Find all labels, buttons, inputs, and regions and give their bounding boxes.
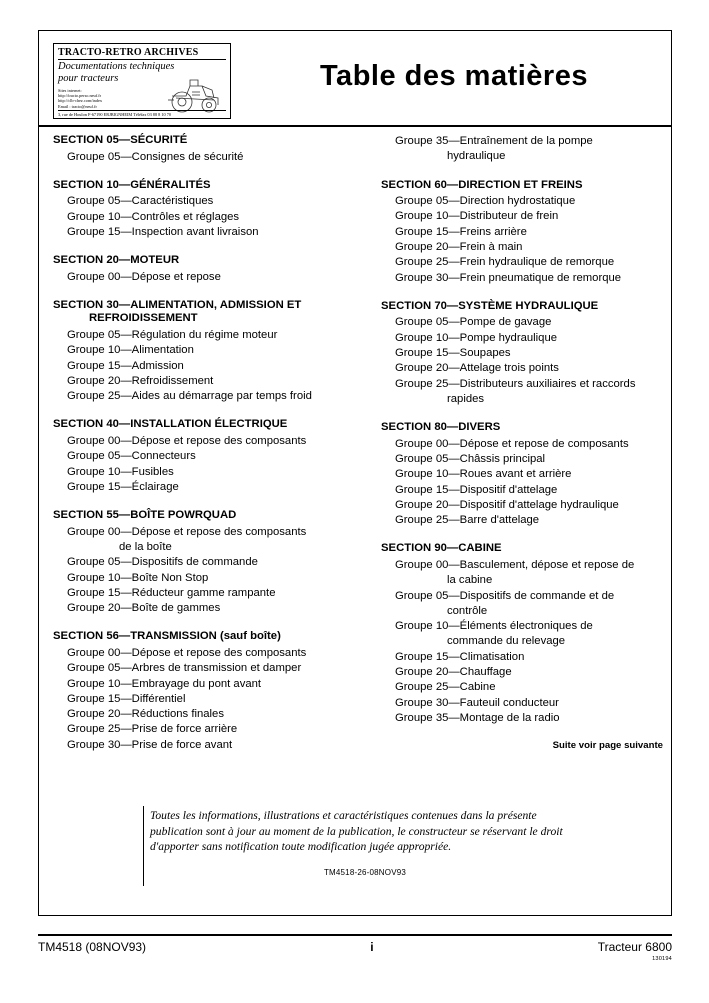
section-heading: SECTION 20—MOTEUR <box>53 254 180 267</box>
toc-group[interactable]: Groupe 30—Frein pneumatique de remorque <box>395 271 622 284</box>
toc-group[interactable]: Groupe 25—Frein hydraulique de remorque <box>395 256 615 269</box>
continuation-note: Suite voir page suivante <box>552 740 663 752</box>
toc-group[interactable]: Groupe 20—Boîte de gammes <box>67 602 221 615</box>
legal-notice <box>150 808 580 880</box>
toc-group[interactable]: Groupe 25—Cabine <box>395 681 496 694</box>
toc-group[interactable]: Groupe 00—Dépose et repose des composants <box>67 434 307 447</box>
toc-section <box>53 254 345 285</box>
toc-group[interactable]: Groupe 10—Contrôles et réglages <box>67 210 240 223</box>
footer-model-label: Tracteur 6800 <box>597 940 672 954</box>
toc-group[interactable]: Groupe 20—Refroidissement <box>67 374 214 387</box>
toc-group[interactable]: Groupe 10—Fusibles <box>67 465 174 478</box>
toc-group[interactable]: Groupe 05—Dispositifs de commande <box>67 556 258 569</box>
toc-section <box>53 134 345 165</box>
toc-group[interactable]: Groupe 15—Admission <box>67 359 184 372</box>
toc-group[interactable]: Groupe 15—Climatisation <box>395 650 525 663</box>
publisher-name: TRACTO-RETRO ARCHIVES <box>58 47 226 60</box>
toc-group[interactable]: Groupe 05—Régulation du régime moteur <box>67 328 278 341</box>
section-heading: SECTION 40—INSTALLATION ÉLECTRIQUE <box>53 418 288 431</box>
toc-group[interactable]: Groupe 30—Fauteuil conducteur <box>395 696 559 709</box>
toc-section <box>381 179 665 286</box>
toc-group[interactable]: Groupe 05—Consignes de sécurité <box>67 150 244 163</box>
section-heading: SECTION 60—DIRECTION ET FREINS <box>381 178 583 191</box>
toc-section <box>53 418 345 495</box>
section-heading: SECTION 90—CABINE <box>381 542 502 555</box>
toc-group[interactable] <box>381 134 665 165</box>
toc-group[interactable]: Groupe 15—Dispositif d'attelage <box>395 483 558 496</box>
toc-group-line2: la cabine <box>447 574 493 587</box>
toc-group[interactable]: Groupe 00—Dépose et repose <box>67 270 221 283</box>
publisher-meta-line3: http://clb-chez.com/index <box>58 98 103 104</box>
toc-group[interactable]: Groupe 30—Prise de force avant <box>67 738 233 751</box>
notice-document-code: TM4518-26-08NOV93 <box>323 867 407 877</box>
toc-group[interactable] <box>381 589 665 620</box>
toc-group[interactable]: Groupe 10—Alimentation <box>67 344 194 357</box>
toc-group-line2: rapides <box>447 392 485 405</box>
toc-group[interactable]: Groupe 15—Réducteur gamme rampante <box>67 586 276 599</box>
toc-group-line2: de la boîte <box>119 540 172 553</box>
toc-group[interactable]: Groupe 25—Prise de force arrière <box>67 723 238 736</box>
toc-group[interactable]: Groupe 20—Chauffage <box>395 666 512 679</box>
toc-group[interactable] <box>381 619 665 650</box>
toc-column-left <box>39 134 355 767</box>
section-heading: SECTION 56—TRANSMISSION (sauf boîte) <box>53 630 281 643</box>
toc-group[interactable]: Groupe 10—Roues avant et arrière <box>395 468 572 481</box>
toc-group[interactable]: Groupe 10—Distributeur de frein <box>395 210 559 223</box>
toc-group[interactable]: Groupe 05—Châssis principal <box>395 452 546 465</box>
page-header <box>39 31 671 127</box>
toc-group[interactable]: Groupe 05—Direction hydrostatique <box>395 195 576 208</box>
toc-section <box>381 300 665 407</box>
toc-group[interactable]: Groupe 20—Attelage trois points <box>395 362 559 375</box>
section-heading-line1: SECTION 30—ALIMENTATION, ADMISSION ET <box>53 298 302 311</box>
toc-group[interactable]: Groupe 20—Frein à main <box>395 240 523 253</box>
page-title: Table des matières <box>320 59 588 92</box>
toc-group-line1: Groupe 25—Distributeurs auxiliaires et raccords <box>395 377 636 390</box>
section-heading <box>53 299 345 326</box>
toc-group[interactable]: Groupe 15—Éclairage <box>67 480 179 493</box>
section-heading: SECTION 05—SÉCURITÉ <box>53 134 188 146</box>
toc-section <box>53 630 345 753</box>
toc-group-line2: hydraulique <box>447 150 506 163</box>
toc-group[interactable]: Groupe 05—Caractéristiques <box>67 195 214 208</box>
toc-section <box>381 421 665 528</box>
toc-group[interactable]: Groupe 15—Différentiel <box>67 692 186 705</box>
toc-section <box>53 179 345 240</box>
toc-group-line1: Groupe 10—Éléments électroniques de <box>395 620 593 633</box>
toc-group[interactable]: Groupe 25—Barre d'attelage <box>395 514 540 527</box>
section-heading: SECTION 55—BOÎTE POWRQUAD <box>53 509 237 522</box>
toc-group-line1: Groupe 35—Entraînement de la pompe <box>395 135 593 147</box>
toc-group[interactable]: Groupe 25—Aides au démarrage par temps froid <box>67 390 312 403</box>
toc-group[interactable]: Groupe 10—Pompe hydraulique <box>395 331 558 344</box>
publisher-meta-line2: http://tracto.perso.neuf.fr <box>58 93 102 99</box>
toc-group[interactable]: Groupe 00—Dépose et repose des composants <box>67 646 307 659</box>
section-heading: SECTION 10—GÉNÉRALITÉS <box>53 178 211 191</box>
section-heading-line2: REFROIDISSEMENT <box>89 312 198 325</box>
footer-print-code: 130194 <box>652 956 672 962</box>
section-heading: SECTION 70—SYSTÈME HYDRAULIQUE <box>381 299 599 312</box>
toc-group[interactable]: Groupe 20—Dispositif d'attelage hydraulique <box>395 498 619 511</box>
publisher-meta-line4: Email : tracto@neuf.fr <box>58 103 97 109</box>
page-footer <box>38 940 672 962</box>
toc-columns <box>39 134 671 767</box>
toc-group[interactable]: Groupe 05—Arbres de transmission et damper <box>67 662 302 675</box>
toc-group[interactable] <box>381 558 665 589</box>
toc-group[interactable]: Groupe 15—Inspection avant livraison <box>67 225 259 238</box>
footer-page-number: i <box>370 940 374 954</box>
toc-group-line1: Groupe 00—Basculement, dépose et repose de <box>395 558 635 571</box>
footer-divider <box>38 934 672 936</box>
toc-group[interactable]: Groupe 05—Connecteurs <box>67 450 196 463</box>
publisher-address: 3, rue de Houlon F-67190 ERJBIGNHEIM Téléfax 03 88 8 10 70 <box>58 110 226 117</box>
toc-group-line1: Groupe 00—Dépose et repose des composants <box>67 525 307 538</box>
toc-group[interactable]: Groupe 20—Réductions finales <box>67 708 224 721</box>
toc-group-line2: commande du relevage <box>447 635 566 648</box>
publisher-meta <box>58 88 153 109</box>
footer-model <box>598 940 672 962</box>
legal-notice-text: Toutes les informations, illustrations et caractéristiques contenues dans la présente publication sont à jour au moment de la publication, le constructeur se réservant le droit d'apporter sans notification toute modification jugée appropriée. <box>150 809 563 853</box>
toc-group[interactable] <box>53 525 345 556</box>
toc-group[interactable]: Groupe 15—Soupapes <box>395 346 511 359</box>
publisher-meta-line1: Sites internet: <box>58 88 82 93</box>
footer-manual-number: TM4518 (08NOV93) <box>38 940 147 954</box>
toc-column-right <box>355 134 671 767</box>
toc-group[interactable]: Groupe 00—Dépose et repose de composants <box>395 437 629 450</box>
toc-section <box>53 299 345 404</box>
notice-divider <box>143 806 144 886</box>
publisher-subtitle-line1: Documentations techniques <box>58 61 175 72</box>
publisher-logo-box <box>53 43 231 119</box>
toc-group[interactable]: Groupe 10—Embrayage du pont avant <box>67 677 262 690</box>
toc-group[interactable]: Groupe 10—Boîte Non Stop <box>67 571 209 584</box>
toc-group-line2: contrôle <box>447 604 488 617</box>
toc-group[interactable]: Groupe 15—Freins arrière <box>395 225 527 238</box>
toc-group[interactable]: Groupe 35—Montage de la radio <box>395 711 560 724</box>
section-heading: SECTION 80—DIVERS <box>381 421 501 434</box>
toc-section <box>381 134 665 165</box>
toc-group-line1: Groupe 05—Dispositifs de commande et de <box>395 589 615 602</box>
toc-group[interactable] <box>381 377 665 408</box>
toc-section <box>53 509 345 616</box>
toc-section <box>381 542 665 726</box>
toc-group[interactable]: Groupe 05—Pompe de gavage <box>395 316 552 329</box>
publisher-subtitle-line2: pour tracteurs <box>58 72 119 84</box>
